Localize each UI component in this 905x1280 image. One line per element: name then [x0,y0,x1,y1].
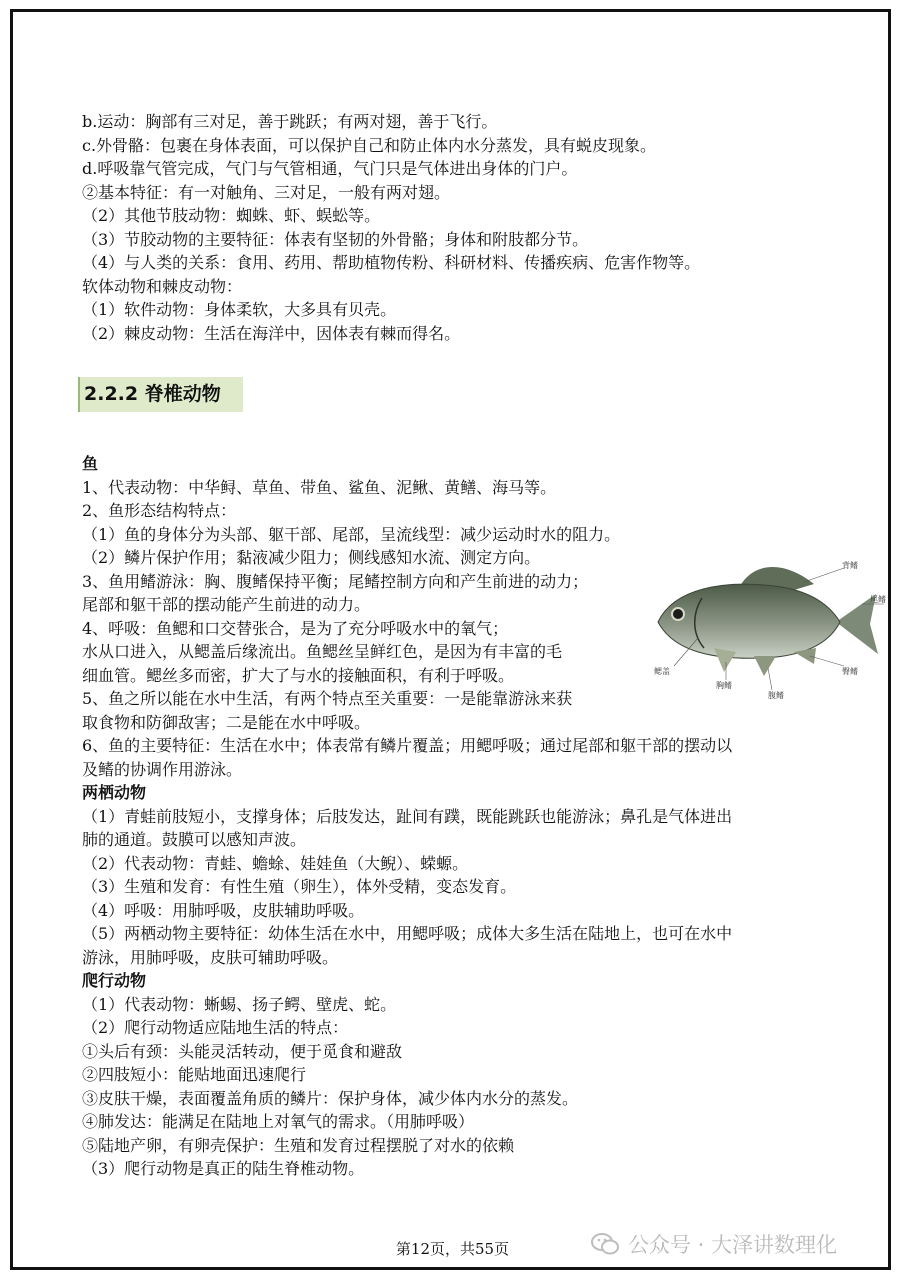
text-line: （1）软件动物：身体柔软，大多具有贝壳。 [82,300,397,319]
text-line: （2）代表动物：青蛙、蟾蜍、娃娃鱼（大鲵）、蝾螈。 [82,853,469,873]
text-line: ①头后有颈：头能灵活转动，便于觅食和避敌 [82,1041,403,1061]
text-line: （3）节胶动物的主要特征：体表有坚韧的外骨骼；身体和附肢都分节。 [82,229,589,249]
text-line: 5、鱼之所以能在水中生活，有两个特点至关重要：一是能靠游泳来获 [82,689,573,708]
amphibian-section [82,781,832,969]
text-line: （1）代表动物：蜥蜴、扬子鳄、壁虎、蛇。 [82,994,397,1014]
text-line: 软体动物和棘皮动物： [82,276,243,296]
text-line: 6、鱼的主要特征：生活在水中；体表常有鳞片覆盖；用鳃呼吸；通过尾部和躯干部的摆动以 [82,736,733,755]
label-pectoral: 胸鳍 [716,681,732,690]
text-line: 肺的通道。鼓膜可以感知声波。 [82,830,307,849]
text-line: （4）与人类的关系：食用、药用、帮助植物传粉、科研材料、传播疾病、危害作物等。 [82,253,701,272]
text-line: （1）鱼的身体分为头部、躯干部、尾部，呈流线型：减少运动时水的阻力。 [82,524,621,544]
fish-ventral-fin-shape [754,656,776,676]
text-line: ②四肢短小：能贴地面迅速爬行 [82,1065,307,1084]
wechat-icon [590,1231,620,1257]
text-line: 1、代表动物：中华鲟、草鱼、带鱼、鲨鱼、泥鳅、黄鳝、海马等。 [82,477,557,497]
text-line: ⑤陆地产卵，有卵壳保护：生殖和发育过程摆脱了对水的依赖 [82,1135,515,1155]
text-line: 3、鱼用鳍游泳：胸、腹鳍保持平衡；尾鳍控制方向和产生前进的动力； [82,571,589,591]
text-line: c.外骨骼：包裹在身体表面，可以保护自己和防止体内水分蒸发，具有蜕皮现象。 [82,135,657,155]
text-line: b.运动：胸部有三对足，善于跳跃；有两对翅，善于飞行。 [82,112,498,131]
text-line: 及鳍的协调作用游泳。 [82,759,243,779]
fish-eye-shape [672,608,684,620]
text-line: 水从口进入，从鳃盖后缘流出。鱼鳃丝呈鲜红色，是因为有丰富的毛 [82,642,563,661]
text-line: （2）棘皮动物：生活在海洋中，因体表有棘而得名。 [82,323,461,343]
text-line: 取食物和防御敌害；二是能在水中呼吸。 [82,712,371,732]
label-ventral: 腹鳍 [768,691,784,700]
label-dorsal: 背鳍 [842,561,858,570]
text-line: （3）生殖和发育：有性生殖（卵生），体外受精，变态发育。 [82,877,517,896]
text-line: （1）青蛙前肢短小，支撑身体；后肢发达，趾间有蹼，既能跳跃也能游泳；鼻孔是气体进出 [82,806,733,826]
text-line: 细血管。鳃丝多而密，扩大了与水的接触面积，有利于呼吸。 [82,665,515,685]
section-title: 2.2.2 脊椎动物 [78,377,243,412]
watermark [590,1229,837,1259]
text-line: ③皮肤干燥，表面覆盖角质的鳞片：保护身体，减少体内水分的蒸发。 [82,1088,579,1108]
reptile-section [82,969,832,1181]
text-line: （2）鳞片保护作用；黏液减少阻力；侧线感知水流、测定方向。 [82,548,541,567]
amphibian-heading: 两栖动物 [82,783,147,802]
text-line: （2）爬行动物适应陆地生活的特点： [82,1018,349,1037]
fish-section [82,452,886,781]
text-line: （4）呼吸：用肺呼吸，皮肤辅助呼吸。 [82,900,365,920]
fish-body-shape [658,584,840,658]
page-number: 第12页，共55页 [395,1240,510,1258]
document-body [82,110,886,1181]
arthropod-section [82,110,832,345]
text-line: 尾部和躯干部的摆动能产生前进的动力。 [82,595,371,614]
reptile-heading: 爬行动物 [82,971,147,990]
fish-pectoral-fin-shape [714,648,736,672]
text-line: 4、呼吸：鱼鳃和口交替张合，是为了充分呼吸水中的氧气； [82,618,509,638]
text-line: 游泳，用肺呼吸，皮肤可辅助呼吸。 [82,947,339,967]
label-tail: 尾鳍 [870,595,886,604]
label-anal: 臀鳍 [842,667,858,676]
text-line: 2、鱼形态结构特点： [82,501,237,520]
watermark-text: 公众号 · 大泽讲数理化 [628,1233,838,1257]
text-line: （2）其他节肢动物：蜘蛛、虾、蜈蚣等。 [82,206,381,225]
text-line: ④肺发达：能满足在陆地上对氧气的需求。（用肺呼吸） [82,1112,475,1131]
text-line: ②基本特征：有一对触角、三对足，一般有两对翅。 [82,182,451,202]
text-line: d.呼吸靠气管完成，气门与气管相通，气门只是气体进出身体的门户。 [82,159,578,178]
text-line: （3）爬行动物是真正的陆生脊椎动物。 [82,1159,365,1178]
text-line: （5）两栖动物主要特征：幼体生活在水中，用鳃呼吸；成体大多生活在陆地上，也可在水中 [82,924,733,943]
label-gill: 鳃盖 [654,667,670,676]
fish-illustration [644,552,894,702]
fish-heading: 鱼 [82,454,99,473]
